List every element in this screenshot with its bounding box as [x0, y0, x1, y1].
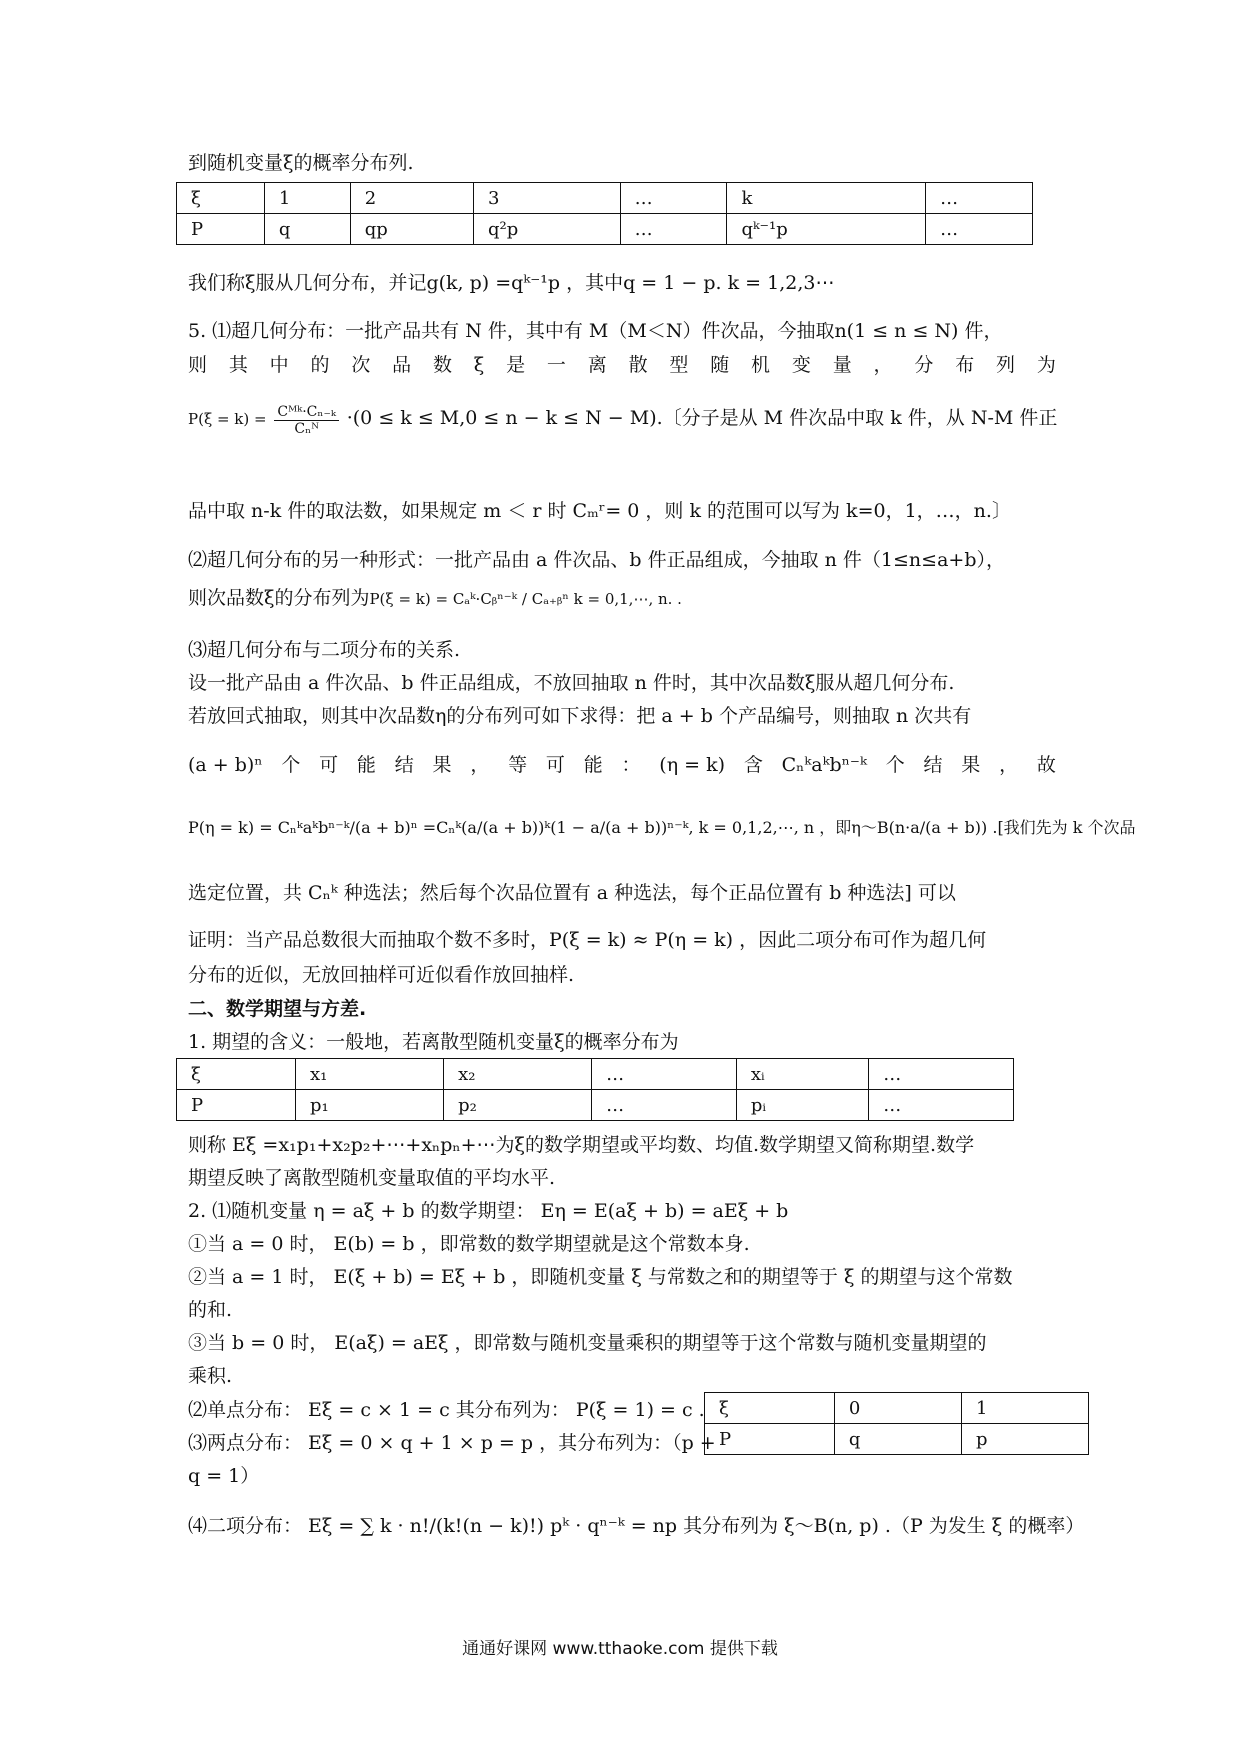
table-row	[177, 1059, 1014, 1090]
footer: 通通好课网 www.tthaoke.com 提供下载	[462, 1639, 778, 1659]
line-word: 结	[394, 754, 414, 776]
table-cell: 1	[264, 183, 350, 214]
table-cell: qp	[350, 214, 473, 245]
table-row	[177, 1090, 1014, 1121]
line-word: 果	[432, 754, 452, 776]
line-word: 量	[832, 354, 852, 376]
table-cell: xᵢ	[736, 1059, 868, 1090]
line-word: 果	[961, 754, 981, 776]
table-cell: qᵏ⁻¹p	[727, 214, 926, 245]
hypergeometric-line-13: 证明：当产品总数很大而抽取个数不多时，P(ξ = k) ≈ P(η = k) ，因此二项分布可作为超几何	[188, 929, 987, 951]
line-word: 离	[587, 354, 607, 376]
table-cell: …	[620, 214, 727, 245]
line-word: 结	[923, 754, 943, 776]
line-word: 型	[669, 354, 689, 376]
geometric-note: 我们称ξ服从几何分布，并记g(k, p) =qᵏ⁻¹p ，其中q = 1 − p. k = 1,2,3⋯	[188, 272, 835, 294]
hypergeometric-line-12: 选定位置，共 Cₙᵏ 种选法；然后每个次品位置有 a 种选法，每个正品位置有 b 种选法] 可以	[188, 882, 956, 904]
intro-line: 到随机变量ξ的概率分布列.	[188, 152, 414, 174]
line-6-formula: P(ξ = k) = Cₐᵏ·Cᵦⁿ⁻ᵏ / Cₐ₊ᵦⁿ k = 0,1,⋯, n. .	[369, 590, 682, 608]
line-word: (η = k)	[659, 754, 726, 776]
expectation-line-10: ⑵单点分布： Eξ = c × 1 = c 其分布列为： P(ξ = 1) = c .	[188, 1399, 705, 1421]
section-heading: 二、数学期望与方差.	[188, 998, 367, 1020]
formula-denominator: Cₙᴺ	[294, 420, 319, 437]
hypergeometric-line-10	[188, 752, 1056, 778]
table-cell: q²p	[473, 214, 620, 245]
table-cell: pᵢ	[736, 1090, 868, 1121]
expectation-line-7: 的和.	[188, 1299, 233, 1321]
line-word: 个	[885, 754, 905, 776]
table-row	[705, 1393, 1089, 1424]
table-cell: 2	[350, 183, 473, 214]
expectation-line-11: ⑶两点分布： Eξ = 0 × q + 1 × p = p ，其分布列为：（p +	[188, 1432, 716, 1454]
table-row	[177, 183, 1033, 214]
expectation-line-8: ③当 b = 0 时， E(aξ) = aEξ ，即常数与随机变量乘积的期望等于这个常数与随机变量期望的	[188, 1332, 987, 1354]
line-word: ，	[873, 354, 893, 376]
line-word: 故	[1036, 754, 1056, 776]
line-6-text: 则次品数ξ的分布列为	[188, 587, 370, 609]
line-word: 中	[269, 354, 289, 376]
table-cell: …	[869, 1090, 1014, 1121]
hypergeometric-line-11: P(η = k) = Cₙᵏaᵏbⁿ⁻ᵏ/(a + b)ⁿ =Cₙᵏ(a/(a + b))ᵏ(1 − a/(a + b))ⁿ⁻ᵏ, k = 0,1,2,⋯, n ，即η～B(n·a/(a + b)) .[我们先为 k 个次品	[188, 818, 1136, 837]
expectation-line-12: q = 1）	[188, 1465, 260, 1487]
expectation-line-3: 期望反映了离散型随机变量取值的平均水平.	[188, 1167, 556, 1189]
table-row	[177, 214, 1033, 245]
line-word: 数	[432, 354, 452, 376]
hypergeometric-line-8: 设一批产品由 a 件次品、b 件正品组成，不放回抽取 n 件时，其中次品数ξ服从超几何分布.	[188, 672, 955, 694]
table-cell: …	[869, 1059, 1014, 1090]
table-cell: 3	[473, 183, 620, 214]
hypergeometric-line-5: ⑵超几何分布的另一种形式：一批产品由 a 件次品、b 件正品组成，今抽取 n 件（1≤n≤a+b），	[188, 549, 1006, 571]
table-cell: …	[620, 183, 727, 214]
table-cell: p	[961, 1424, 1088, 1455]
geometric-distribution-table	[176, 182, 1033, 245]
table-cell: 0	[834, 1393, 961, 1424]
table-cell: P	[177, 1090, 296, 1121]
table-cell: k	[727, 183, 926, 214]
hypergeometric-line-1: 5. ⑴超几何分布：一批产品共有 N 件，其中有 M（M＜N）件次品，今抽取n(1 ≤ n ≤ N) 件，	[188, 320, 1003, 342]
table-cell: x₂	[444, 1059, 592, 1090]
expectation-line-1: 1. 期望的含义：一般地，若离散型随机变量ξ的概率分布为	[188, 1031, 679, 1053]
table-cell: P	[177, 214, 265, 245]
line-word: 其	[228, 354, 248, 376]
hypergeometric-line-14: 分布的近似，无放回抽样可近似看作放回抽样.	[188, 964, 575, 986]
expectation-line-9: 乘积.	[188, 1365, 233, 1387]
expectation-line-13: ⑷二项分布： Eξ = ∑ k · n!/(k!(n − k)!) pᵏ · qⁿ⁻ᵏ = np 其分布列为 ξ～B(n, p) .（P 为发生 ξ 的概率）	[188, 1515, 1085, 1537]
line-word: 能	[356, 754, 376, 776]
hypergeometric-line-2	[188, 352, 1056, 378]
table-cell: P	[705, 1424, 835, 1455]
expectation-line-2: 则称 Eξ =x₁p₁+x₂p₂+⋯+xₙpₙ+⋯为ξ的数学期望或平均数、均值.数学期望又简称期望.数学	[188, 1134, 975, 1156]
line-word: 分	[914, 354, 934, 376]
table-cell: ξ	[705, 1393, 835, 1424]
hypergeometric-line-4: 品中取 n-k 件的取法数，如果规定 m ＜ r 时 Cₘʳ= 0 ，则 k 的范围可以写为 k=0，1，…，n.〕	[188, 500, 1011, 522]
formula-fraction	[274, 404, 339, 437]
line-word: 次	[351, 354, 371, 376]
table-cell: ξ	[177, 1059, 296, 1090]
table-cell: ξ	[177, 183, 265, 214]
table-cell: …	[926, 183, 1033, 214]
table-cell: …	[592, 1090, 737, 1121]
line-word: 能	[583, 754, 603, 776]
line-word: (a + b)ⁿ	[188, 754, 263, 776]
line-word: 随	[710, 354, 730, 376]
line-word: 散	[628, 354, 648, 376]
table-cell: …	[926, 214, 1033, 245]
hypergeometric-formula	[188, 403, 1057, 437]
formula-lhs: P(ξ = k) =	[188, 410, 267, 428]
line-word: 可	[545, 754, 565, 776]
table-row	[705, 1424, 1089, 1455]
line-word: ξ	[473, 354, 485, 376]
line-word: 个	[281, 754, 301, 776]
line-word: 为	[1036, 354, 1056, 376]
line-word: 是	[506, 354, 526, 376]
line-word: Cₙᵏaᵏbⁿ⁻ᵏ	[781, 754, 867, 776]
formula-rhs: ·(0 ≤ k ≤ M,0 ≤ n − k ≤ N − M).〔分子是从 M 件次品中取 k 件，从 N-M 件正	[346, 407, 1058, 429]
hypergeometric-line-6	[188, 585, 682, 612]
line-word: 的	[310, 354, 330, 376]
expectation-distribution-table	[176, 1058, 1014, 1121]
line-word: 变	[791, 354, 811, 376]
expectation-line-4: 2. ⑴随机变量 η = aξ + b 的数学期望： Eη = E(aξ + b) = aEξ + b	[188, 1200, 789, 1222]
line-word: 可	[319, 754, 339, 776]
line-word: 含	[743, 754, 763, 776]
hypergeometric-line-7: ⑶超几何分布与二项分布的关系.	[188, 639, 461, 661]
table-cell: x₁	[296, 1059, 444, 1090]
table-cell: q	[264, 214, 350, 245]
line-word: 等	[508, 754, 528, 776]
table-cell: 1	[961, 1393, 1088, 1424]
expectation-line-6: ②当 a = 1 时， E(ξ + b) = Eξ + b ，即随机变量 ξ 与常数之和的期望等于 ξ 的期望与这个常数	[188, 1266, 1013, 1288]
line-word: 列	[996, 354, 1016, 376]
line-word: ，	[999, 754, 1019, 776]
table-cell: p₂	[444, 1090, 592, 1121]
table-cell: q	[834, 1424, 961, 1455]
hypergeometric-line-9: 若放回式抽取，则其中次品数η的分布列可如下求得：把 a + b 个产品编号，则抽取 n 次共有	[188, 705, 972, 727]
table-cell: p₁	[296, 1090, 444, 1121]
expectation-line-5: ①当 a = 0 时， E(b) = b ，即常数的数学期望就是这个常数本身.	[188, 1233, 750, 1255]
line-word: 则	[188, 354, 208, 376]
two-point-distribution-table	[704, 1392, 1089, 1455]
line-word: 机	[751, 354, 771, 376]
line-word: 一	[546, 354, 566, 376]
line-word: 品	[392, 354, 412, 376]
formula-numerator: Cᴹᵏ·Cₙ₋ₖ	[274, 404, 339, 421]
line-word: ：	[621, 754, 641, 776]
line-word: 布	[955, 354, 975, 376]
table-cell: …	[592, 1059, 737, 1090]
line-word: ，	[470, 754, 490, 776]
